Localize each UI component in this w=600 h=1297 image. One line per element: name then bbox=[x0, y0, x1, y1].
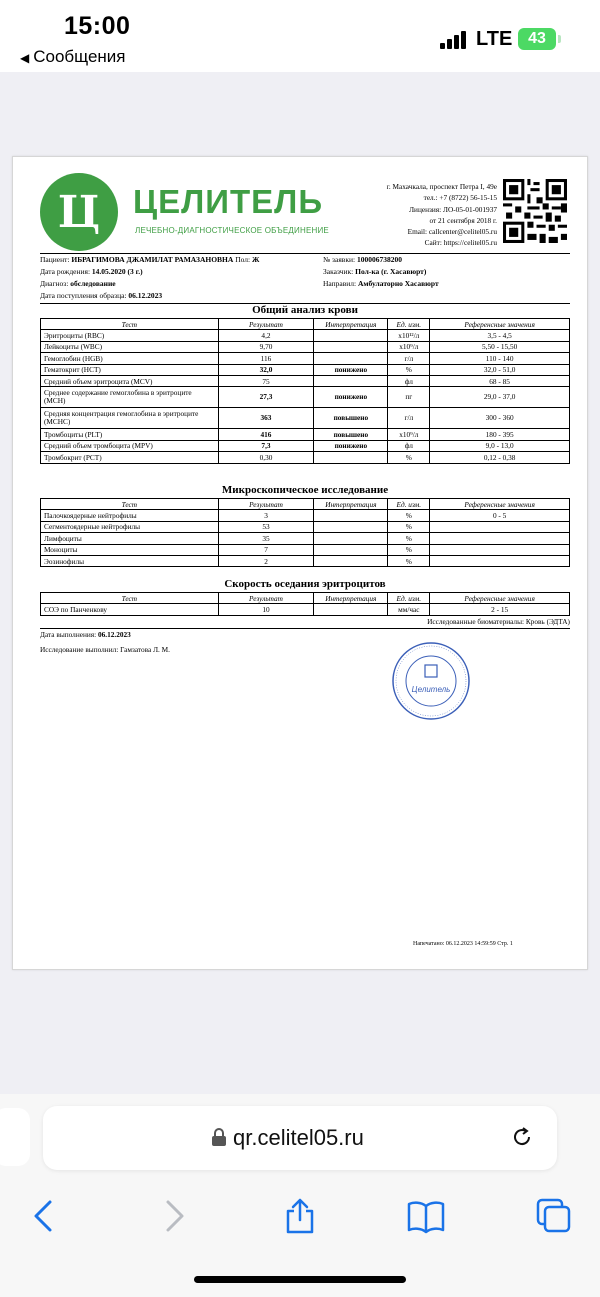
clock: 15:00 bbox=[64, 12, 131, 40]
header-unit: Ед. изм. bbox=[388, 499, 430, 510]
interpretation: повышено bbox=[314, 429, 388, 440]
dob-label: Дата рождения: bbox=[40, 267, 91, 276]
interpretation bbox=[314, 604, 388, 615]
results-table-cbc bbox=[40, 318, 570, 464]
unit: г/л bbox=[388, 408, 430, 429]
lab-report-page bbox=[12, 156, 588, 970]
result-value: 7 bbox=[218, 544, 314, 555]
unit: фл bbox=[388, 440, 430, 451]
result-value: 27,3 bbox=[218, 387, 314, 408]
table-header bbox=[41, 319, 570, 330]
table-row bbox=[41, 408, 570, 429]
results-table-esr bbox=[40, 592, 570, 616]
result-value: 10 bbox=[218, 604, 314, 615]
interpretation: понижено bbox=[314, 364, 388, 375]
reference-range: 9,0 - 13,0 bbox=[430, 440, 570, 451]
result-value: 116 bbox=[218, 353, 314, 364]
contact-line: тел.: +7 (8722) 56-15-15 bbox=[423, 193, 497, 203]
reference-range: 68 - 85 bbox=[430, 375, 570, 386]
contact-line: Лицензия: ЛО-05-01-001937 bbox=[409, 204, 497, 214]
clinic-logo-icon: Ц bbox=[40, 173, 118, 251]
unit: x10⁹/л bbox=[388, 341, 430, 352]
contact-line: Сайт: https://celitel05.ru bbox=[424, 238, 497, 248]
patient-sex: Ж bbox=[251, 255, 260, 264]
network-type: LTE bbox=[476, 28, 513, 50]
result-value: 53 bbox=[218, 521, 314, 532]
unit: мм/час bbox=[388, 604, 430, 615]
reference-range: 180 - 395 bbox=[430, 429, 570, 440]
browser-bottom-bar bbox=[0, 1094, 600, 1297]
results-table-microscopy bbox=[40, 498, 570, 567]
reference-range: 32,0 - 51,0 bbox=[430, 364, 570, 375]
back-icon[interactable] bbox=[24, 1196, 64, 1236]
received-label: Дата поступления образца: bbox=[40, 291, 127, 300]
patient-name: ИБРАГИМОВА ДЖАМИЛАТ РАМАЗАНОВНА bbox=[71, 255, 234, 264]
lock-icon bbox=[211, 1127, 227, 1147]
reference-range: 29,0 - 37,0 bbox=[430, 387, 570, 408]
unit: x10¹²/л bbox=[388, 330, 430, 341]
test-name: Эритроциты (RBC) bbox=[41, 330, 219, 341]
unit: % bbox=[388, 510, 430, 521]
reference-range: 5,50 - 15,50 bbox=[430, 341, 570, 352]
header-interp: Интерпретация bbox=[314, 499, 388, 510]
test-name: Палочкоядерные нейтрофилы bbox=[41, 510, 219, 521]
test-name: Гематокрит (HCT) bbox=[41, 364, 219, 375]
test-name: Средний объем тромбоцита (MPV) bbox=[41, 440, 219, 451]
section-title-microscopy: Микроскопическое исследование bbox=[221, 484, 389, 496]
unit: % bbox=[388, 452, 430, 463]
reference-range bbox=[430, 521, 570, 532]
interpretation bbox=[314, 521, 388, 532]
unit: % bbox=[388, 533, 430, 544]
section-title-esr: Скорость оседания эритроцитов bbox=[224, 578, 386, 590]
status-bar bbox=[0, 0, 600, 72]
table-row bbox=[41, 429, 570, 440]
result-value: 75 bbox=[218, 375, 314, 386]
clinic-subtitle: ЛЕЧЕБНО-ДИАГНОСТИЧЕСКОЕ ОБЪЕДИНЕНИЕ bbox=[135, 226, 329, 235]
table-row bbox=[41, 533, 570, 544]
customer: Пол-ка (г. Хасавюрт) bbox=[355, 267, 427, 276]
order-number: 100006738200 bbox=[356, 255, 402, 264]
table-row bbox=[41, 330, 570, 341]
patient-label: Пациент: bbox=[40, 255, 70, 264]
table-row bbox=[41, 510, 570, 521]
reference-range: 3,5 - 4,5 bbox=[430, 330, 570, 341]
unit: фл bbox=[388, 375, 430, 386]
biomaterial-note: Исследованные биоматериалы: Кровь (ЭДТА) bbox=[427, 617, 570, 626]
clinic-contacts bbox=[313, 181, 497, 249]
header-ref: Референсные значения bbox=[430, 593, 570, 604]
result-value: 7,3 bbox=[218, 440, 314, 451]
patient-dob: 14.05.2020 (3 г.) bbox=[91, 267, 143, 276]
test-name: Сегментоядерные нейтрофилы bbox=[41, 521, 219, 532]
interpretation bbox=[314, 375, 388, 386]
unit: % bbox=[388, 555, 430, 566]
referred-label: Направил: bbox=[323, 279, 357, 288]
cellular-signal-icon bbox=[440, 31, 468, 49]
result-value: 3 bbox=[218, 510, 314, 521]
interpretation bbox=[314, 544, 388, 555]
clinic-name: ЦЕЛИТЕЛЬ bbox=[133, 183, 324, 220]
diagnosis: обследование bbox=[70, 279, 116, 288]
table-row bbox=[41, 521, 570, 532]
battery-icon bbox=[518, 28, 556, 50]
table-row bbox=[41, 604, 570, 615]
test-name: Средний объем эритроцита (MCV) bbox=[41, 375, 219, 386]
home-indicator[interactable] bbox=[194, 1276, 406, 1283]
test-name: Среднее содержание гемоглобина в эритроците (MCH) bbox=[41, 387, 219, 408]
printed-timestamp: Напечатано: 06.12.2023 14:59:59 Стр. 1 bbox=[413, 941, 513, 947]
document-viewer[interactable] bbox=[0, 72, 600, 1094]
interpretation bbox=[314, 533, 388, 544]
test-name: Гемоглобин (HGB) bbox=[41, 353, 219, 364]
patient-info bbox=[40, 254, 330, 302]
interpretation: понижено bbox=[314, 440, 388, 451]
reference-range: 0 - 5 bbox=[430, 510, 570, 521]
contact-line: Email: callcenter@celitel05.ru bbox=[407, 227, 497, 237]
result-value: 416 bbox=[218, 429, 314, 440]
table-header bbox=[41, 499, 570, 510]
header-unit: Ед. изм. bbox=[388, 319, 430, 330]
order-label: № заявки: bbox=[323, 255, 356, 264]
interpretation bbox=[314, 341, 388, 352]
battery-level: 43 bbox=[528, 30, 546, 47]
reference-range bbox=[430, 533, 570, 544]
result-value: 4,2 bbox=[218, 330, 314, 341]
stamp-text: Целитель bbox=[411, 685, 451, 694]
table-row bbox=[41, 452, 570, 463]
header-interp: Интерпретация bbox=[314, 319, 388, 330]
contact-line: г. Махачкала, проспект Петра I, 49е bbox=[386, 182, 497, 191]
result-value: 9,70 bbox=[218, 341, 314, 352]
interpretation bbox=[314, 452, 388, 463]
header-ref: Референсные значения bbox=[430, 499, 570, 510]
unit: x10⁹/л bbox=[388, 429, 430, 440]
table-row bbox=[41, 375, 570, 386]
result-value: 35 bbox=[218, 533, 314, 544]
interpretation bbox=[314, 555, 388, 566]
share-icon[interactable] bbox=[280, 1196, 320, 1236]
table-row bbox=[41, 353, 570, 364]
interpretation bbox=[314, 330, 388, 341]
header-result: Результат bbox=[218, 499, 314, 510]
header-result: Результат bbox=[218, 319, 314, 330]
table-row bbox=[41, 387, 570, 408]
test-name: Тромбоциты (PLT) bbox=[41, 429, 219, 440]
back-triangle-icon: ◀ bbox=[20, 51, 30, 65]
forward-icon[interactable] bbox=[154, 1196, 194, 1236]
interpretation: понижено bbox=[314, 387, 388, 408]
table-row bbox=[41, 364, 570, 375]
unit: % bbox=[388, 544, 430, 555]
footer-divider bbox=[40, 628, 570, 629]
reload-icon[interactable] bbox=[510, 1125, 534, 1149]
test-name: Моноциты bbox=[41, 544, 219, 555]
url-text: qr.celitel05.ru bbox=[233, 1125, 364, 1150]
clinic-stamp-icon bbox=[391, 641, 471, 721]
result-value: 32,0 bbox=[218, 364, 314, 375]
bookmarks-icon[interactable] bbox=[406, 1196, 446, 1236]
unit: % bbox=[388, 521, 430, 532]
qr-code-icon bbox=[503, 179, 567, 243]
address-bar[interactable] bbox=[43, 1106, 557, 1170]
test-name: Тромбокрит (PCT) bbox=[41, 452, 219, 463]
reference-range bbox=[430, 544, 570, 555]
order-info bbox=[323, 254, 573, 290]
reference-range: 300 - 360 bbox=[430, 408, 570, 429]
test-name: СОЭ по Панченкову bbox=[41, 604, 219, 615]
done-date bbox=[40, 630, 131, 639]
diagnosis-label: Диагноз: bbox=[40, 279, 69, 288]
test-name: Средняя концентрация гемоглобина в эритроците (MCHC) bbox=[41, 408, 219, 429]
result-value: 0,30 bbox=[218, 452, 314, 463]
interpretation bbox=[314, 510, 388, 521]
table-row bbox=[41, 341, 570, 352]
table-header bbox=[41, 593, 570, 604]
back-app-label: Сообщения bbox=[33, 47, 126, 66]
sex-label: Пол: bbox=[235, 255, 251, 264]
result-value: 2 bbox=[218, 555, 314, 566]
table-row bbox=[41, 555, 570, 566]
done-label: Дата выполнения: bbox=[40, 630, 97, 639]
header-test: Тест bbox=[41, 319, 219, 330]
interpretation: повышено bbox=[314, 408, 388, 429]
header-interp: Интерпретация bbox=[314, 593, 388, 604]
interpretation bbox=[314, 353, 388, 364]
header-unit: Ед. изм. bbox=[388, 593, 430, 604]
test-name: Эозинофилы bbox=[41, 555, 219, 566]
header-result: Результат bbox=[218, 593, 314, 604]
unit: % bbox=[388, 364, 430, 375]
table-row bbox=[41, 544, 570, 555]
test-name: Лейкоциты (WBC) bbox=[41, 341, 219, 352]
unit: г/л bbox=[388, 353, 430, 364]
header-test: Тест bbox=[41, 499, 219, 510]
previous-tab-preview[interactable] bbox=[0, 1108, 30, 1166]
done-date-value: 06.12.2023 bbox=[97, 630, 131, 639]
contact-line: от 21 сентября 2018 г. bbox=[429, 215, 497, 225]
received-date: 06.12.2023 bbox=[128, 291, 163, 300]
performer: Исследование выполнил: Гамзатова Л. М. bbox=[40, 645, 170, 654]
header-ref: Референсные значения bbox=[430, 319, 570, 330]
header-test: Тест bbox=[41, 593, 219, 604]
referred-by: Амбулаторно Хасавюрт bbox=[358, 279, 439, 288]
tabs-icon[interactable] bbox=[534, 1196, 574, 1236]
back-to-app-link[interactable] bbox=[20, 47, 126, 67]
reference-range: 2 - 15 bbox=[430, 604, 570, 615]
reference-range: 0,12 - 0,38 bbox=[430, 452, 570, 463]
result-value: 363 bbox=[218, 408, 314, 429]
table-row bbox=[41, 440, 570, 451]
section-title-cbc: Общий анализ крови bbox=[252, 304, 358, 316]
unit: пг bbox=[388, 387, 430, 408]
customer-label: Заказчик: bbox=[323, 267, 354, 276]
reference-range bbox=[430, 555, 570, 566]
test-name: Лимфоциты bbox=[41, 533, 219, 544]
reference-range: 110 - 140 bbox=[430, 353, 570, 364]
